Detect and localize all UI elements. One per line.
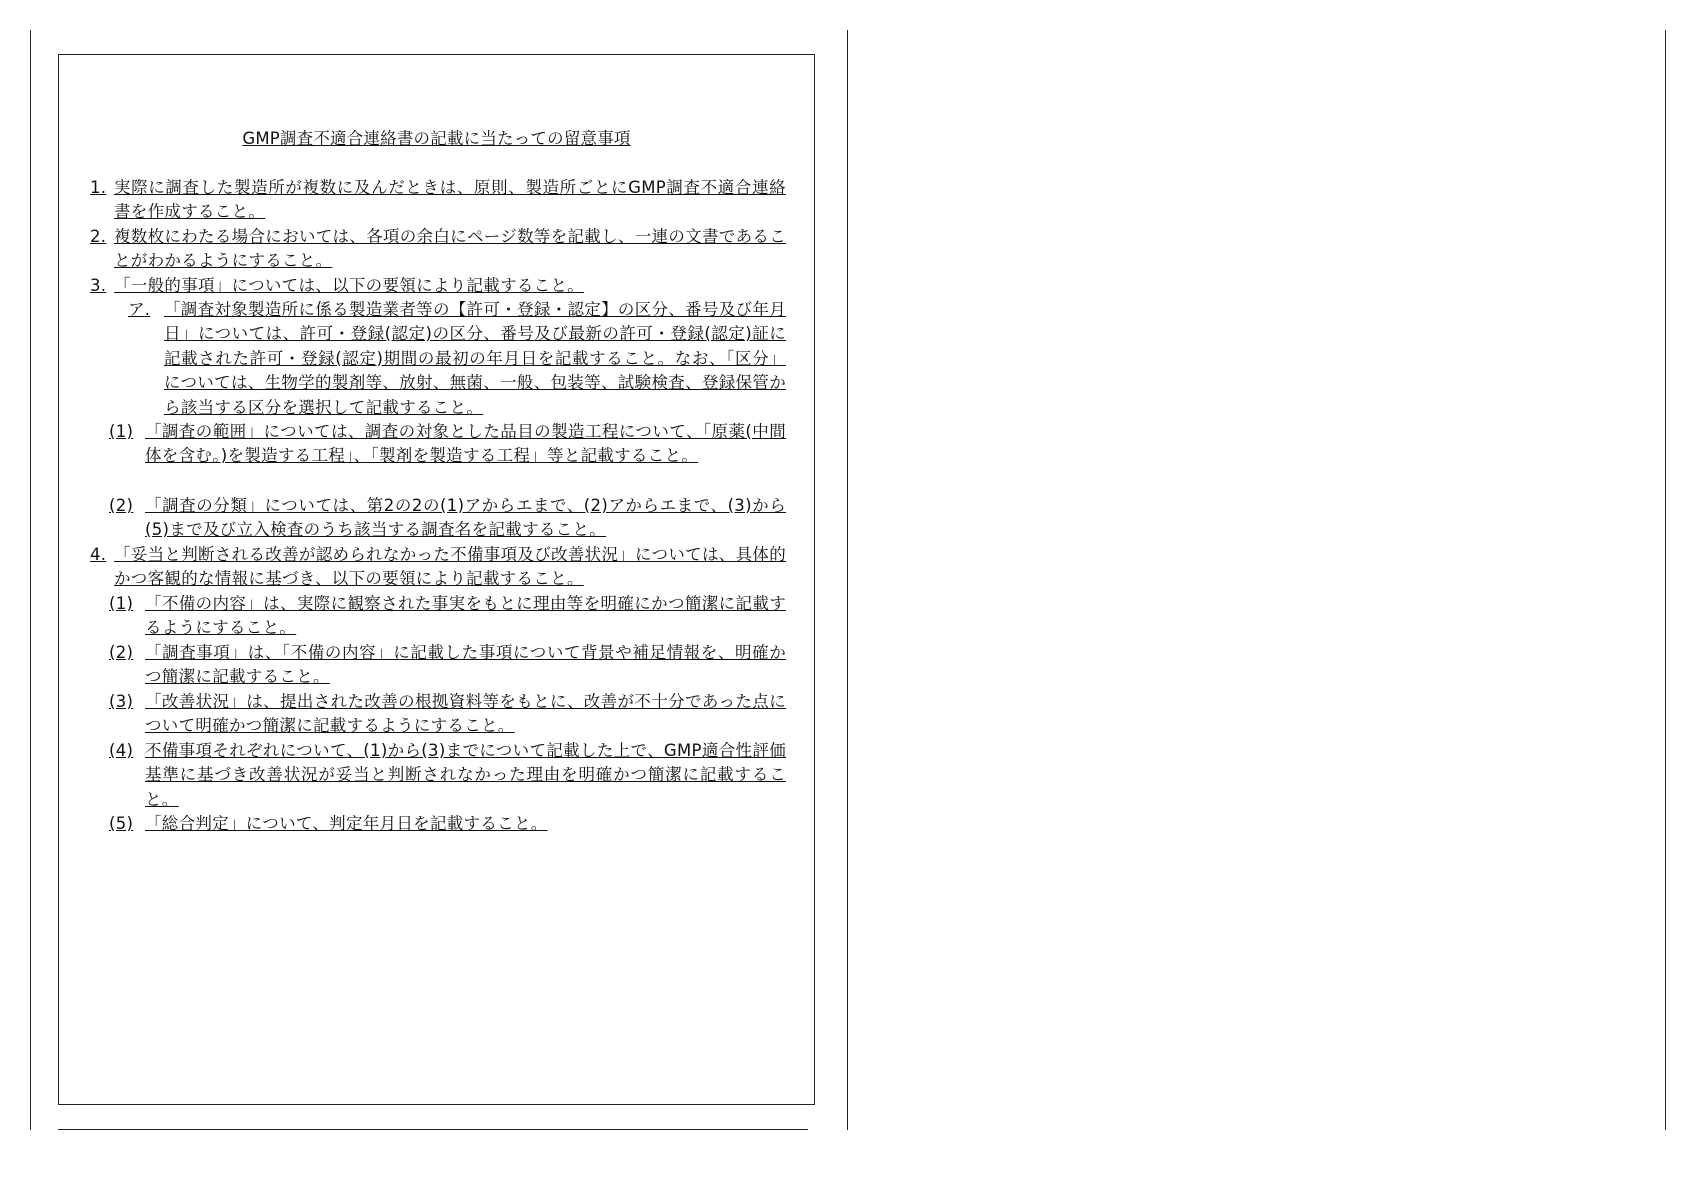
item-text: 「妥当と判断される改善が認められなかった不備事項及び改善状況」については、具体的かつ客観的な情報に基づき、以下の要領により記載すること。 xyxy=(114,545,786,589)
item-text: 「調査の範囲」については、調査の対象とした品目の製造工程について、「原薬(中間体を含む。)を製造する工程」、「製剤を製造する工程」等と記載すること。 xyxy=(145,422,786,466)
item-text: 「総合判定」について、判定年月日を記載すること。 xyxy=(145,814,548,833)
item-text: 「改善状況」は、提出された改善の根拠資料等をもとに、改善が不十分であった点について明確かつ簡潔に記載するようにすること。 xyxy=(145,692,786,736)
page-left-edge xyxy=(30,30,31,1130)
item-label: (1) xyxy=(109,594,134,613)
item-label: (2) xyxy=(109,643,134,662)
item-label: 3. xyxy=(90,276,107,295)
item-text: 不備事項それぞれについて、(1)から(3)までについて記載した上で、GMP適合性評価基準に基づき改善状況が妥当と判断されなかった理由を明確かつ簡潔に記載すること。 xyxy=(145,741,786,809)
item-label: 1. xyxy=(90,178,107,197)
item-text: 「調査の分類」については、第2の2の(1)アからエまで、(2)アからエまで、(3)から(5)まで及び立入検査のうち該当する調査名を記載すること。 xyxy=(145,496,786,540)
item-text: 複数枚にわたる場合においては、各項の余白にページ数等を記載し、一連の文書であることがわかるようにすること。 xyxy=(114,227,786,271)
item-text: 「調査事項」は、「不備の内容」に記載した事項について背景や補足情報を、明確かつ簡潔に記載すること。 xyxy=(145,643,786,687)
item-label: ア. xyxy=(128,300,151,319)
item-text: 「不備の内容」は、実際に観察された事実をもとに理由等を明確にかつ簡潔に記載するようにすること。 xyxy=(145,594,786,638)
page-right-edge xyxy=(1665,30,1666,1130)
item-label: (5) xyxy=(109,814,134,833)
item-label: (4) xyxy=(109,741,134,760)
footer-rule xyxy=(58,1129,808,1130)
item-text: 「調査対象製造所に係る製造業者等の【許可・登録・認定】の区分、番号及び年月日」については、許可・登録(認定)の区分、番号及び最新の許可・登録(認定)証に記載された許可・登録(認定)期間の最初の年月日を記載すること。なお、「区分」については、生物学的製剤等、放射、無菌、一般、包装等、試験検査、登録保管から該当する区分を選択して記載すること。 xyxy=(164,300,786,417)
item-label: 2. xyxy=(90,227,107,246)
item-label: (3) xyxy=(109,692,134,711)
page-divider xyxy=(847,30,848,1130)
document-title: GMP調査不適合連絡書の記載に当たっての留意事項 xyxy=(242,129,631,148)
item-label: 4. xyxy=(90,545,107,564)
item-label: (1) xyxy=(109,422,134,441)
item-text: 「一般的事項」については、以下の要領により記載すること。 xyxy=(114,276,585,295)
item-label: (2) xyxy=(109,496,134,515)
item-text: 実際に調査した製造所が複数に及んだときは、原則、製造所ごとにGMP調査不適合連絡書を作成すること。 xyxy=(114,178,786,222)
